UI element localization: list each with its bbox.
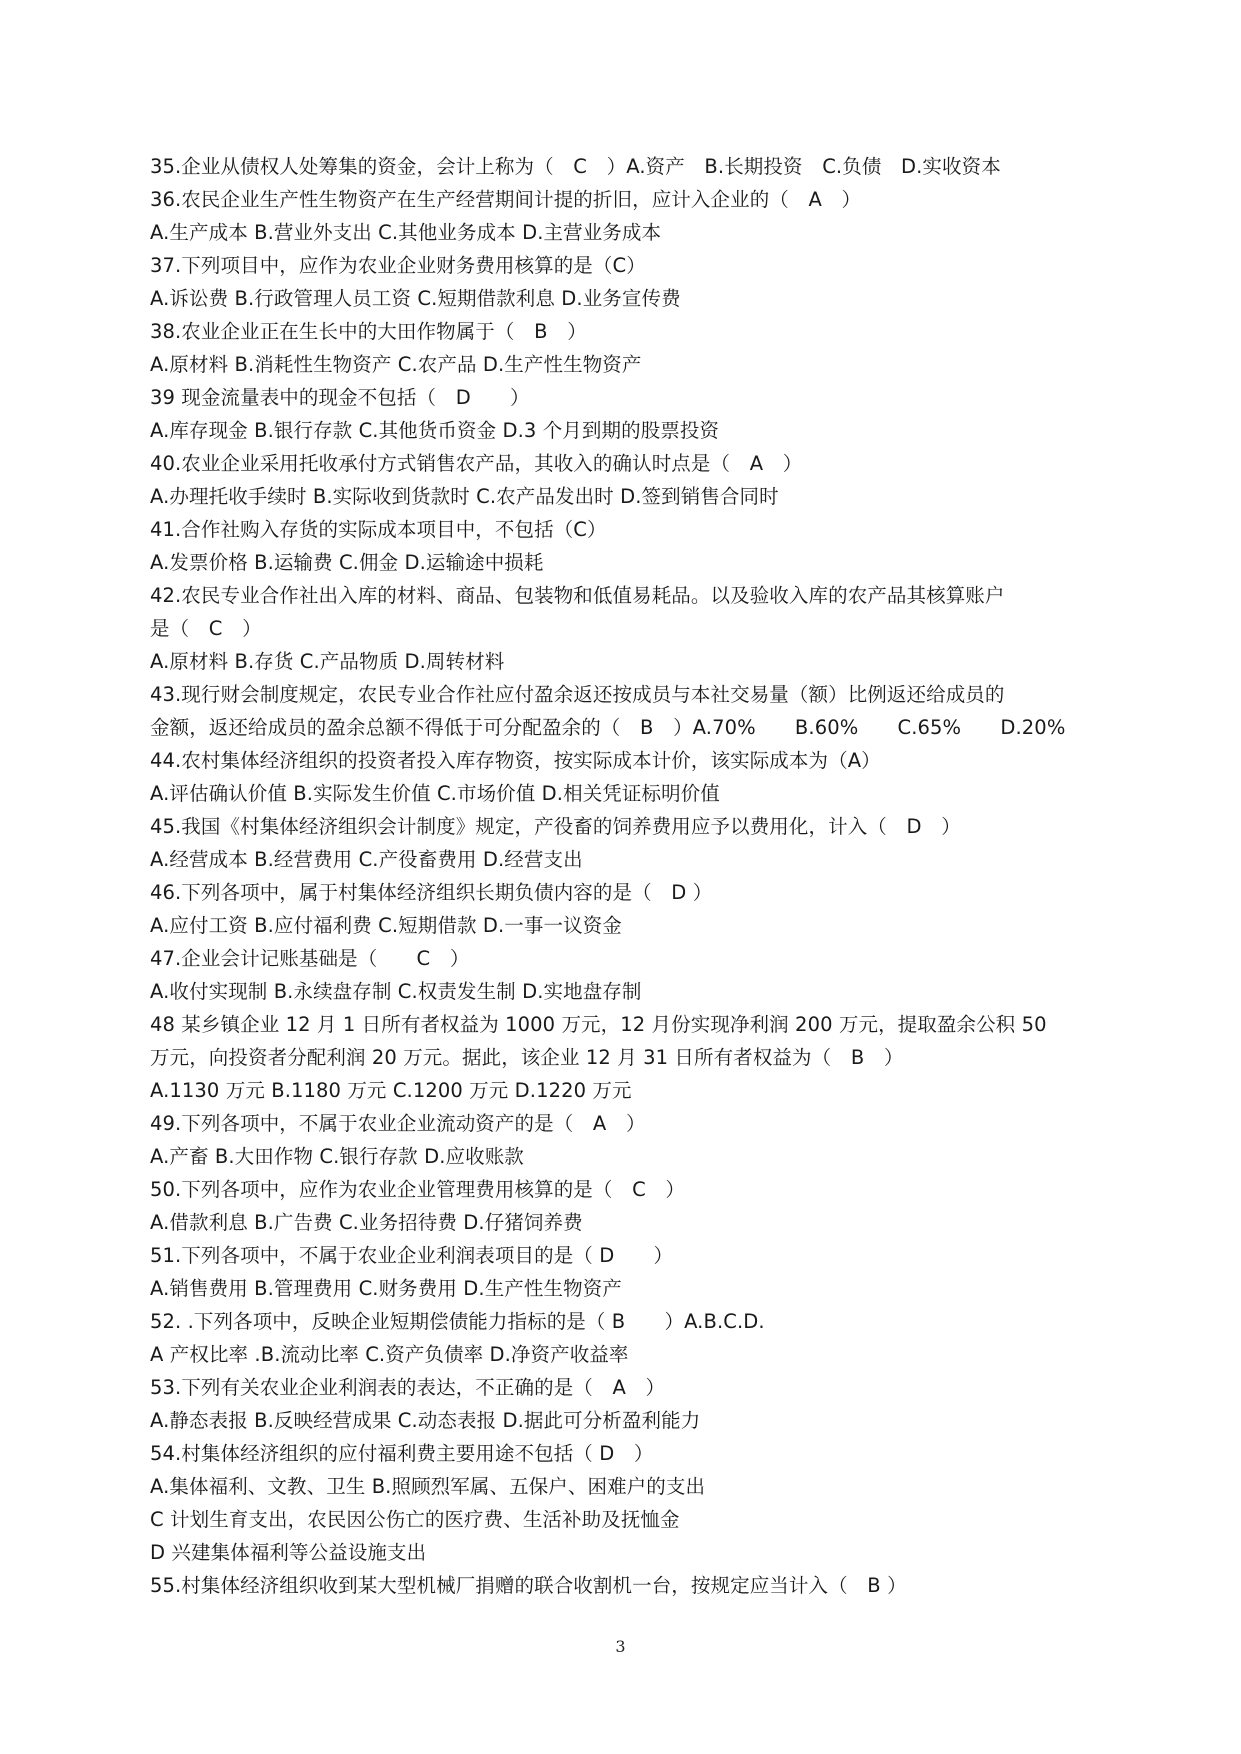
- text-line: A.库存现金 B.银行存款 C.其他货币资金 D.3 个月到期的股票投资: [150, 419, 720, 442]
- text-line: A 产权比率 .B.流动比率 C.资产负债率 D.净资产收益率: [150, 1343, 629, 1366]
- text-line: A.评估确认价值 B.实际发生价值 C.市场价值 D.相关凭证标明价值: [150, 782, 720, 805]
- text-line: 35.企业从债权人处筹集的资金，会计上称为（ C ）A.资产 B.长期投资 C.负债 D.实收资本: [150, 155, 1001, 178]
- text-line: 38.农业企业正在生长中的大田作物属于（ B ）: [150, 320, 587, 343]
- text-line: 55.村集体经济组织收到某大型机械厂捐赠的联合收割机一台，按规定应当计入（ B ）: [150, 1574, 907, 1597]
- text-line: 42.农民专业合作社出入库的材料、商品、包装物和低值易耗品。以及验收入库的农产品其核算账户: [150, 584, 1005, 607]
- text-line: 45.我国《村集体经济组织会计制度》规定，产役畜的饲养费用应予以费用化，计入（ D ）: [150, 815, 961, 838]
- text-line: A.借款利息 B.广告费 C.业务招待费 D.仔猪饲养费: [150, 1211, 583, 1234]
- text-line: A.诉讼费 B.行政管理人员工资 C.短期借款利息 D.业务宣传费: [150, 287, 681, 310]
- text-line: 54.村集体经济组织的应付福利费主要用途不包括（ D ）: [150, 1442, 654, 1465]
- text-line: 49.下列各项中，不属于农业企业流动资产的是（ A ）: [150, 1112, 646, 1135]
- text-line: 47.企业会计记账基础是（ C ）: [150, 947, 470, 970]
- text-line: A.原材料 B.消耗性生物资产 C.农产品 D.生产性生物资产: [150, 353, 642, 376]
- text-line: 40.农业企业采用托收承付方式销售农产品，其收入的确认时点是（ A ）: [150, 452, 803, 475]
- text-line: 50.下列各项中，应作为农业企业管理费用核算的是（ C ）: [150, 1178, 686, 1201]
- text-line: 36.农民企业生产性生物资产在生产经营期间计提的折旧，应计入企业的（ A ）: [150, 188, 862, 211]
- question-list: [150, 150, 1105, 1602]
- text-line: 48 某乡镇企业 12 月 1 日所有者权益为 1000 万元，12 月份实现净利润 200 万元，提取盈余公积 50: [150, 1013, 1047, 1036]
- text-line: A.应付工资 B.应付福利费 C.短期借款 D.一事一议资金: [150, 914, 622, 937]
- text-line: 43.现行财会制度规定，农民专业合作社应付盈余返还按成员与本社交易量（额）比例返还给成员的: [150, 683, 1005, 706]
- text-line: 37.下列项目中，应作为农业企业财务费用核算的是（C）: [150, 254, 646, 277]
- text-line: 53.下列有关农业企业利润表的表达，不正确的是（ A ）: [150, 1376, 666, 1399]
- text-line: 万元，向投资者分配利润 20 万元。据此，该企业 12 月 31 日所有者权益为（ B ）: [150, 1046, 904, 1069]
- text-line: A.生产成本 B.营业外支出 C.其他业务成本 D.主营业务成本: [150, 221, 662, 244]
- text-line: A.产畜 B.大田作物 C.银行存款 D.应收账款: [150, 1145, 524, 1168]
- text-line: A.静态表报 B.反映经营成果 C.动态表报 D.据此可分析盈利能力: [150, 1409, 701, 1432]
- text-line: A.集体福利、文教、卫生 B.照顾烈军属、五保户、困难户的支出: [150, 1475, 706, 1498]
- text-line: 金额，返还给成员的盈余总额不得低于可分配盈余的（ B ）A.70% B.60% C.65% D.20%: [150, 716, 1066, 739]
- text-line: A.原材料 B.存货 C.产品物质 D.周转材料: [150, 650, 505, 673]
- text-line: 46.下列各项中，属于村集体经济组织长期负债内容的是（ D ）: [150, 881, 713, 904]
- page-number: 3: [615, 1637, 626, 1656]
- text-line: C 计划生育支出，农民因公伤亡的医疗费、生活补助及抚恤金: [150, 1508, 680, 1531]
- text-line: D 兴建集体福利等公益设施支出: [150, 1541, 427, 1564]
- text-line: 52. .下列各项中，反映企业短期偿债能力指标的是（ B ）A.B.C.D.: [150, 1310, 765, 1333]
- text-line: A.发票价格 B.运输费 C.佣金 D.运输途中损耗: [150, 551, 544, 574]
- text-line: A.经营成本 B.经营费用 C.产役畜费用 D.经营支出: [150, 848, 583, 871]
- text-line: A.1130 万元 B.1180 万元 C.1200 万元 D.1220 万元: [150, 1079, 632, 1102]
- text-line: 39 现金流量表中的现金不包括（ D ）: [150, 386, 530, 409]
- text-line: 51.下列各项中，不属于农业企业利润表项目的是（ D ）: [150, 1244, 674, 1267]
- text-line: A.收付实现制 B.永续盘存制 C.权责发生制 D.实地盘存制: [150, 980, 642, 1003]
- text-line: 41.合作社购入存货的实际成本项目中，不包括（C）: [150, 518, 607, 541]
- text-line: 是（ C ）: [150, 617, 262, 640]
- text-line: A.办理托收手续时 B.实际收到货款时 C.农产品发出时 D.签到销售合同时: [150, 485, 779, 508]
- text-line: A.销售费用 B.管理费用 C.财务费用 D.生产性生物资产: [150, 1277, 622, 1300]
- text-line: 44.农村集体经济组织的投资者投入库存物资，按实际成本计价，该实际成本为（A）: [150, 749, 881, 772]
